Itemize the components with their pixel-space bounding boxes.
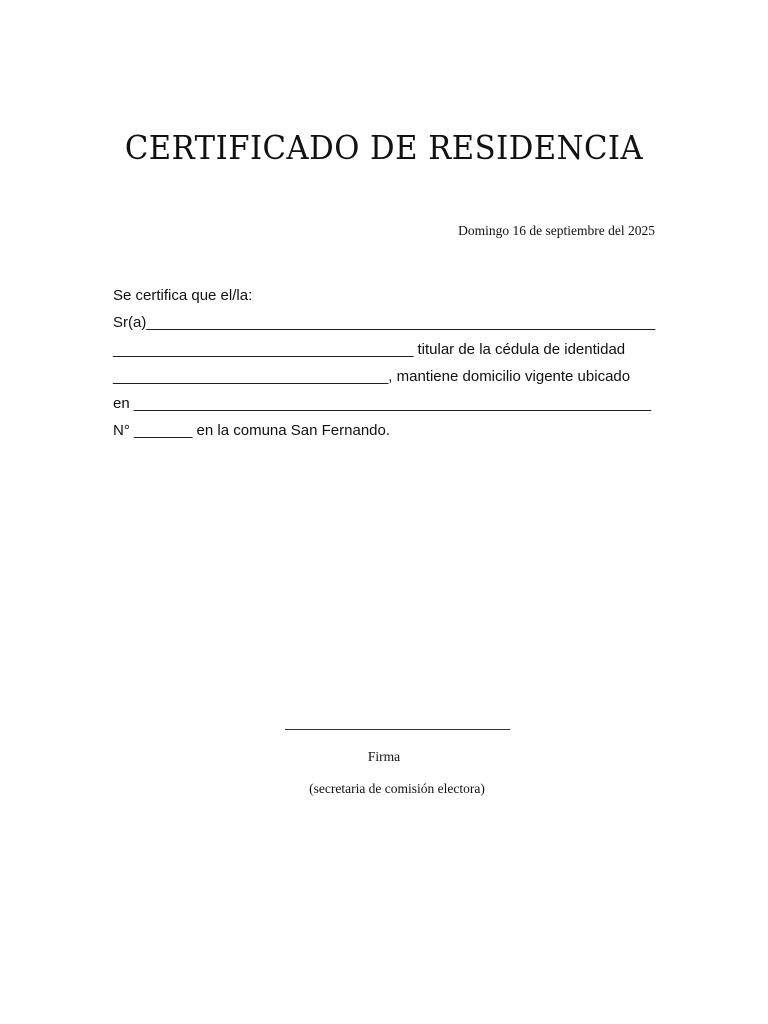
body-line-address: en ______________________________________________________________ <box>113 395 652 412</box>
body-line-number-commune: N° _______ en la comuna San Fernando. <box>113 422 391 439</box>
body-line-domicile: _________________________________, mantiene domicilio vigente ubicado <box>113 368 631 385</box>
body-line-intro: Se certifica que el/la: <box>113 287 253 304</box>
document-title: CERTIFICADO DE RESIDENCIA <box>124 128 644 167</box>
signature-line <box>285 729 510 730</box>
document-date: Domingo 16 de septiembre del 2025 <box>458 223 655 238</box>
signature-label: Firma <box>367 749 401 764</box>
body-line-id: ____________________________________ titular de la cédula de identidad <box>113 341 626 358</box>
signature-role: (secretaria de comisión electora) <box>309 781 485 796</box>
body-line-name: Sr(a)_____________________________________________________________ <box>113 314 656 331</box>
